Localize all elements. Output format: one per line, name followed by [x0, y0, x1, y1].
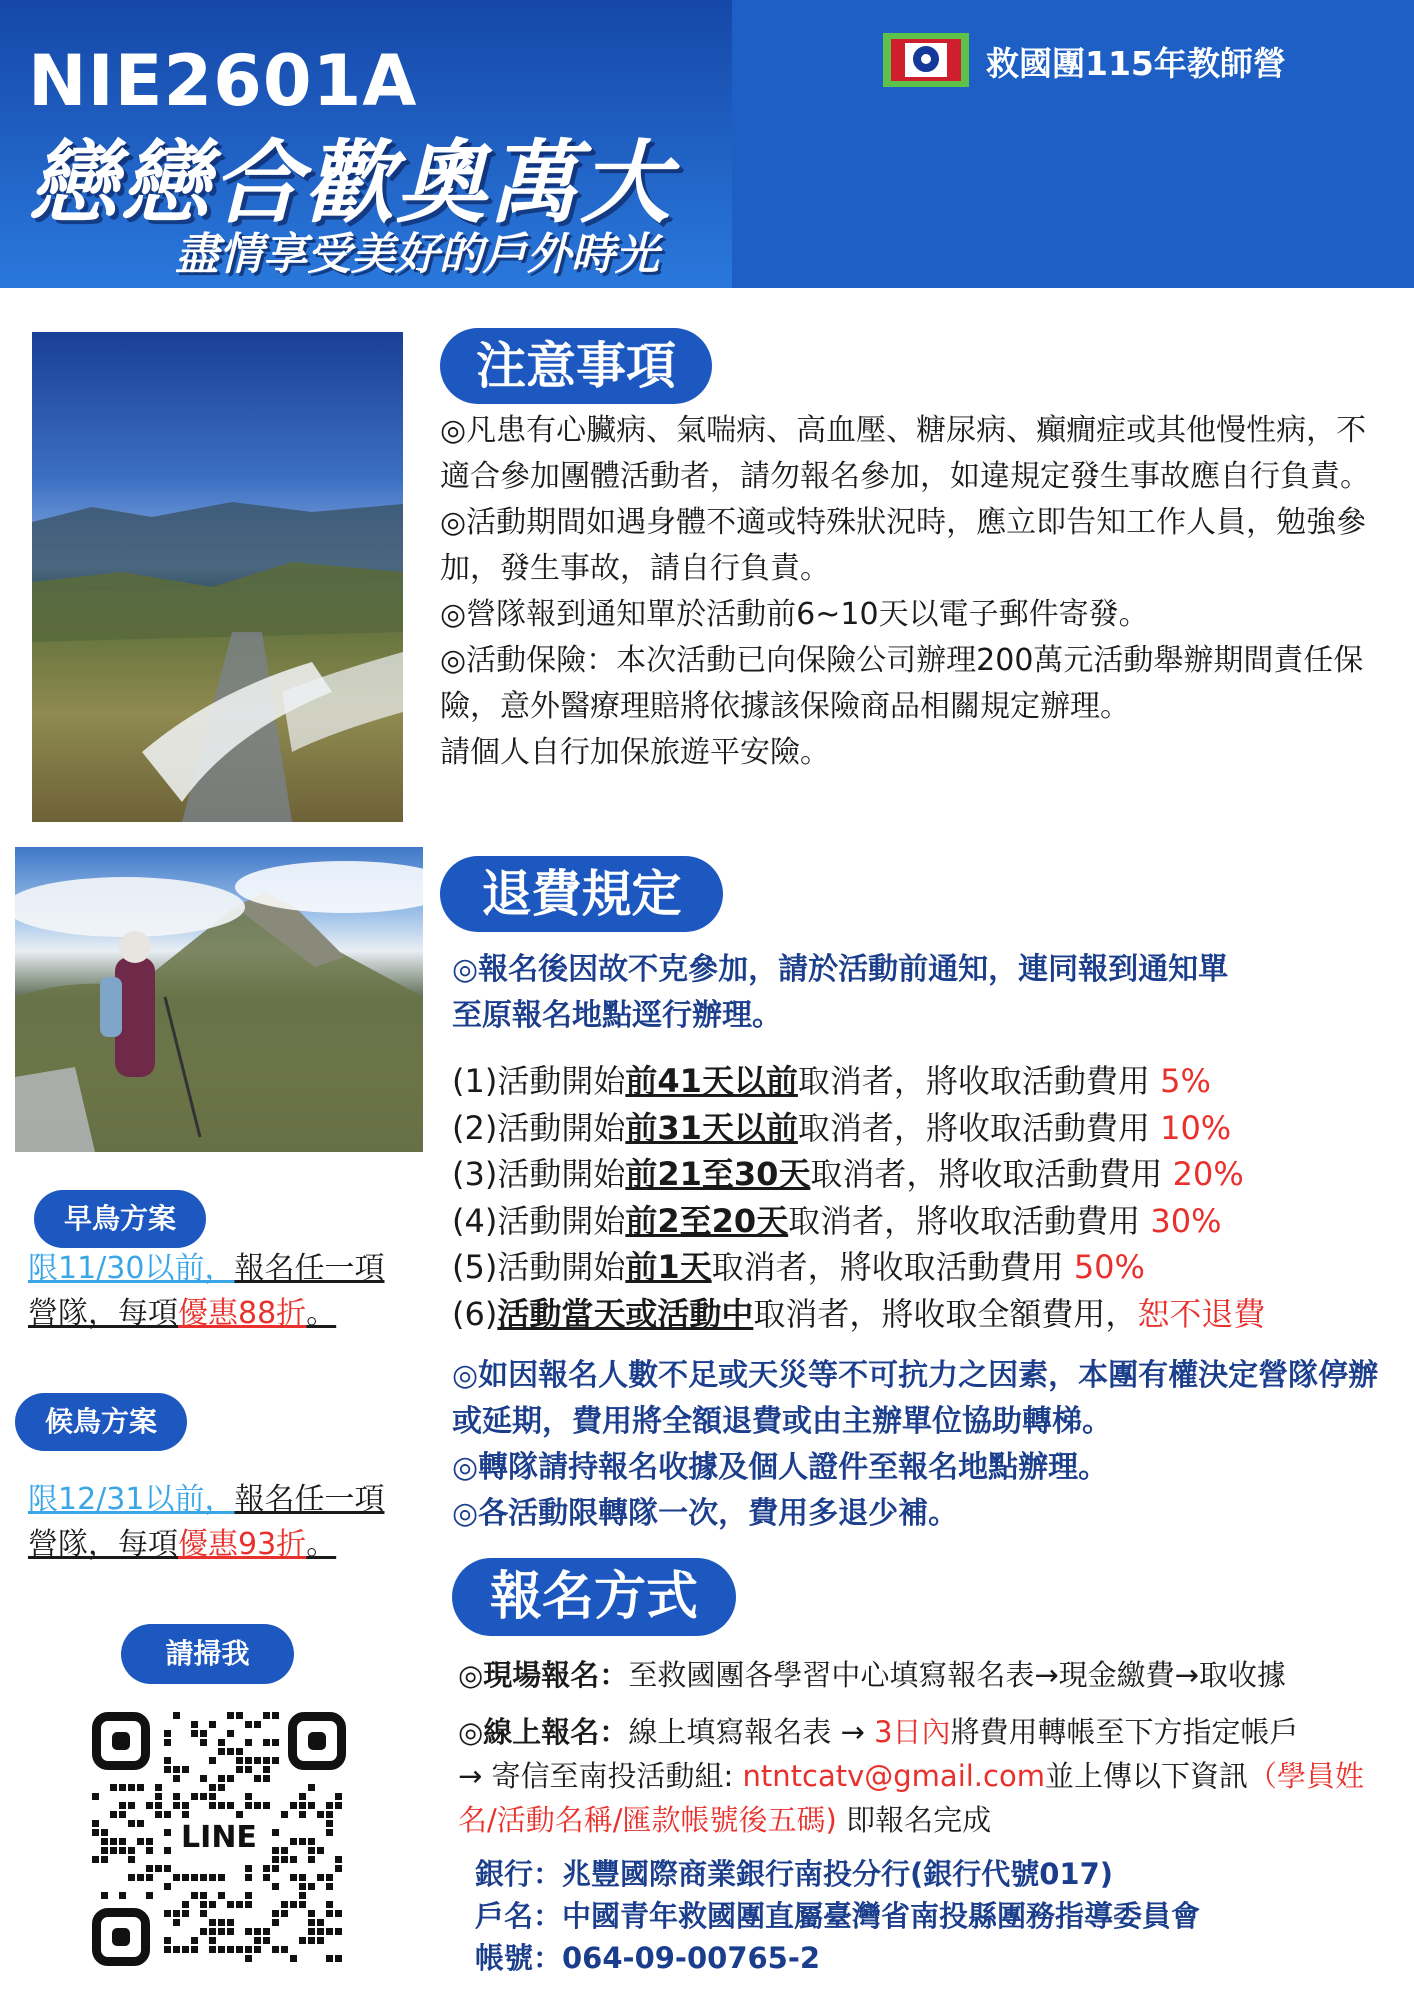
line-qr-code[interactable] — [92, 1712, 346, 1966]
refund-rule: (2)活動開始前31天以前取消者，將收取活動費用 10% — [452, 1108, 1232, 1147]
refund-note: ◎各活動限轉隊一次，費用多退少補。 — [452, 1496, 959, 1531]
signup-heading: 報名方式 — [452, 1558, 736, 1636]
refund-rule: (3)活動開始前21至30天取消者，將收取活動費用 20% — [452, 1155, 1244, 1193]
early-bird-label: 早鳥方案 — [34, 1190, 206, 1248]
refund-rule: (4)活動開始前2至20天取消者，將收取活動費用 30% — [452, 1201, 1222, 1240]
refund-rule: (6)活動當天或活動中取消者，將收取全額費用，恕不退費 — [452, 1294, 1266, 1333]
notice-item: ◎活動保險：本次活動已向保險公司辦理200萬元活動舉辦期間責任保險，意外醫療理賠將依據該保險商品相關規定辦理。 — [440, 643, 1364, 724]
scan-me-label: 請掃我 — [121, 1624, 294, 1684]
camp-code: NIE2601A — [28, 40, 418, 122]
notice-list — [440, 408, 1385, 776]
refund-intro — [452, 947, 1352, 1039]
email-link[interactable]: ntntcatv@gmail.com — [742, 1759, 1045, 1793]
refund-intro-line: ◎報名後因故不克參加，請於活動前通知，連同報到通知單 — [452, 952, 1229, 987]
refund-note: ◎如因報名人數不足或天災等不可抗力之因素，本團有權決定營隊停辦或延期，費用將全額退費或由主辦單位協助轉梯。 — [452, 1358, 1379, 1439]
notice-item: 請個人自行加保旅遊平安險。 — [440, 735, 830, 770]
mountain-trail-photo — [32, 332, 403, 822]
refund-intro-line: 至原報名地點逕行辦理。 — [452, 998, 782, 1033]
hiker-photo — [15, 847, 423, 1152]
late-bird-text: 限12/31以前，報名任一項 營隊，每項優惠93折。 — [28, 1482, 385, 1562]
late-bird-label: 候鳥方案 — [15, 1393, 187, 1451]
camp-title: 戀戀合歡奧萬大 — [28, 131, 672, 236]
notice-item: ◎營隊報到通知單於活動前6~10天以電子郵件寄發。 — [440, 597, 1149, 632]
refund-heading: 退費規定 — [440, 856, 723, 932]
account-number: 帳號：064-09-00765-2 — [475, 1941, 821, 1975]
onsite-signup: ◎現場報名：至救國團各學習中心填寫報名表→現金繳費→取收據 — [458, 1658, 1286, 1692]
refund-rule: (1)活動開始前41天以前取消者，將收取活動費用 5% — [452, 1062, 1211, 1100]
flag-icon — [883, 33, 969, 87]
bank-name: 銀行：兆豐國際商業銀行南投分行(銀行代號017) — [475, 1857, 1114, 1891]
refund-notes — [452, 1353, 1397, 1537]
notice-heading: 注意事項 — [440, 328, 712, 404]
account-name: 戶名：中國青年救國團直屬臺灣省南投縣團務指導委員會 — [475, 1899, 1201, 1933]
notice-item: ◎凡患有心臟病、氣喘病、高血壓、糖尿病、癲癇症或其他慢性病，不適合參加團體活動者，請勿報名參加，如違規定發生事故應自行負責。 — [440, 413, 1370, 494]
organizer-name: 救國團115年教師營 — [986, 44, 1286, 83]
refund-rules — [452, 1058, 1352, 1337]
notice-item: ◎活動期間如遇身體不適或特殊狀況時，應立即告知工作人員，勉強參加，發生事故，請自行負責。 — [440, 505, 1367, 586]
refund-rule: (5)活動開始前1天取消者，將收取活動費用 50% — [452, 1248, 1145, 1286]
camp-tagline: 盡情享受美好的戶外時光 — [175, 229, 659, 280]
refund-note: ◎轉隊請持報名收據及個人證件至報名地點辦理。 — [452, 1450, 1109, 1485]
online-signup: ◎線上報名：線上填寫報名表 → 3日內將費用轉帳至下方指定帳戶 → 寄信至南投活動組: ntntcatv@gmail.com並上傳以下資訊（學員姓名/活動名稱/匯款帳號後五碼) 即報名完成 — [458, 1715, 1364, 1837]
line-logo: LINE — [172, 1820, 266, 1856]
bank-info — [475, 1853, 1375, 1979]
early-bird-text: 限11/30以前，報名任一項 營隊，每項優惠88折。 — [28, 1251, 385, 1331]
